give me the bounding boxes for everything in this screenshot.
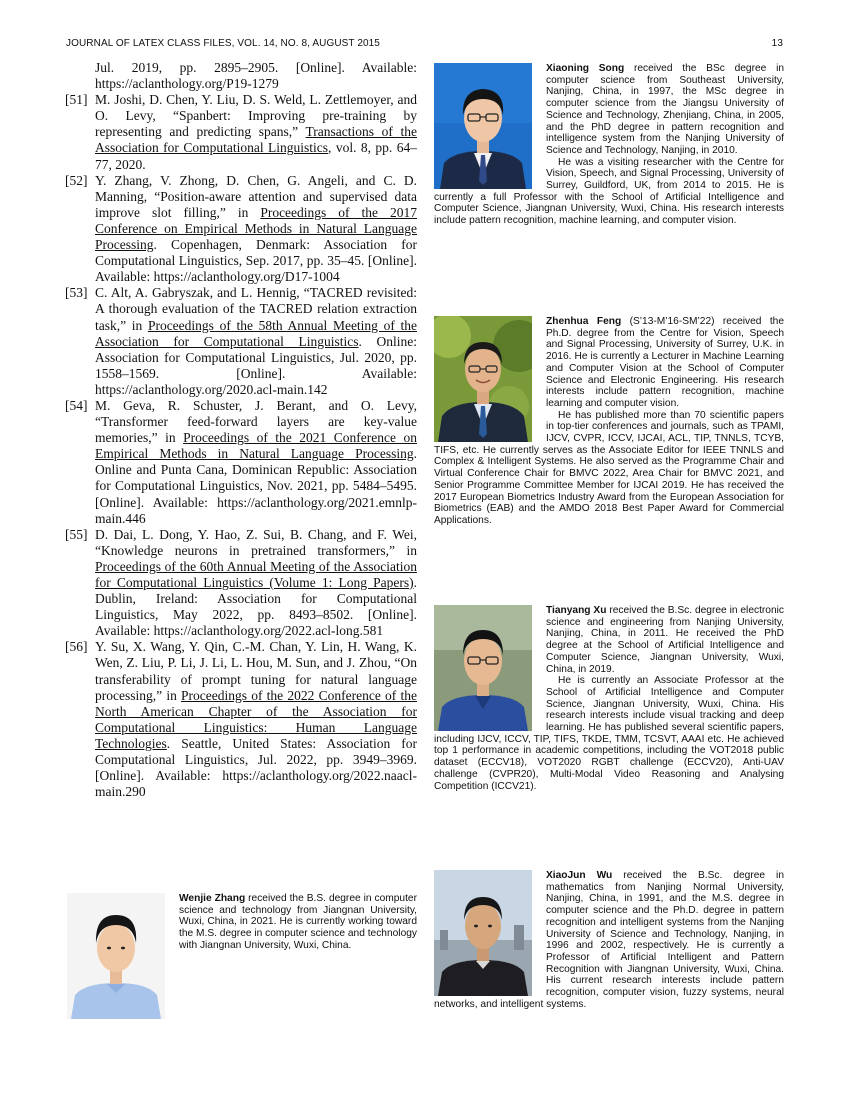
reference-text: . Seattle, United States: Association for Computational Linguistics, Jul. 2022, pp. 3949–3969. [Online]. Available: https://aclanthology.org/2022.naacl-main.290 bbox=[95, 735, 417, 800]
bio-wenjie-zhang bbox=[67, 893, 417, 1021]
reference-item bbox=[65, 639, 417, 800]
reference-number: [55] bbox=[65, 526, 88, 542]
reference-venue: Proceedings of the 60th Annual Meeting of the Association for Computational Linguistics (Volume 1: Long Papers) bbox=[95, 558, 417, 590]
reference-venue: Proceedings of the 58th Annual Meeting of the Association for Computational Linguistics bbox=[95, 317, 417, 349]
reference-text: . Copenhagen, Denmark: Association for Computational Linguistics, Sep. 2017, pp. 35–45. [Online]. Available: https://aclanthology.org/D17-1004 bbox=[95, 237, 417, 285]
author-photo bbox=[434, 316, 532, 442]
bio-text: He has published more than 70 scientific papers in top-tier conferences and journals, such as TPAMI, IJCV, CVPR, ICCV, IJCAI, ACL, TIP, TNNLS, TCYB, TIFS, etc. He currently serves as the Associate Editor for IEEE TNNLS and Complex & Intelligent Systems. He also served as the Programme Chair and Virtual Conference Chair for BMVC 2022, Area Chair for BMVC 2021, and Senior Programme Committee Member for IJCAI 2019. He has received the 2017 European Biometrics Industry Award from the European Association for Biometrics (EAB) and the AMDO 2018 Best Paper Award for Commercial Applications. bbox=[434, 409, 784, 526]
bio-text: received the B.Sc. degree in electronic science and engineering from Nanjing University, Nanjing, China, in 2011. He received the PhD degree at the School of Artificial Intelligence and Computer Science, Jiangnan University, Wuxi, China, in 2019. bbox=[546, 605, 784, 675]
reference-number: [51] bbox=[65, 92, 88, 108]
author-photo bbox=[434, 605, 532, 731]
bio-text: He is currently an Associate Professor at the School of Artificial Intelligence and Computer Science, Jiangnan University, Wuxi, China. His research interests include visual tracking and deep learning. He has published several scientific papers, including IJCV, ICCV, TIP, TIFS, TKDE, TMM, TCSVT, AAAI etc. He achieved top 1 performance in academic competitions, including the VOT2018 public dataset (ECCV18), VOT2020 RGBT challenge (ECCV20), Anti-UAV challenge (CVPR20), Multi-Modal Video Reasoning and Analysing Competition (ICCV21). bbox=[434, 675, 784, 792]
reference-continuation: Jul. 2019, pp. 2895–2905. [Online]. Available: https://aclanthology.org/P19-1279 bbox=[95, 60, 417, 92]
bio-text: received the B.Sc. degree in mathematics from Nanjing Normal University, Nanjing, China, in 1991, and the M.S. degree in computer science and the Ph.D. degree in pattern recognition and intelligent systems from the Nanjing University of Science and Technology, Nanjing, in 1996 and 2002, respectively. He is currently a Professor of Artificial Intelligent and Pattern Recognition with Jiangnan University, Wuxi, China. His current research interests include pattern recognition, computer vision, fuzzy systems, neural networks, and intelligent systems. bbox=[434, 870, 784, 1010]
author-photo bbox=[434, 870, 532, 996]
reference-text: M. Joshi, D. Chen, Y. Liu, D. S. Weld, L. Zettlemoyer, and O. Levy, “Spanbert: Improving pre-training by representing and predicting spans,” bbox=[95, 92, 417, 140]
author-photo bbox=[67, 893, 165, 1019]
reference-number: [53] bbox=[65, 285, 88, 301]
bio-xiaojun-wu bbox=[434, 870, 784, 1010]
bio-tianyang-xu bbox=[434, 605, 784, 792]
reference-text: Y. Su, X. Wang, Y. Qin, C.-M. Chan, Y. Lin, H. Wang, K. Wen, Z. Liu, P. Li, J. Li, L. Hou, M. Sun, and J. Zhou, “On transferability of prompt tuning for natural language processing,” in bbox=[95, 639, 417, 703]
reference-item bbox=[65, 527, 417, 640]
bio-name: Zhenhua Feng bbox=[546, 316, 622, 327]
reference-venue: Proceedings of the 2017 Conference on Empirical Methods in Natural Language Processing bbox=[95, 204, 417, 253]
bio-name: XiaoJun Wu bbox=[546, 870, 613, 881]
author-photo bbox=[434, 63, 532, 189]
reference-item bbox=[65, 398, 417, 527]
running-header: JOURNAL OF LATEX CLASS FILES, VOL. 14, NO. 8, AUGUST 2015 bbox=[66, 38, 380, 49]
bio-name: Tianyang Xu bbox=[546, 605, 607, 616]
bio-text: received the BSc degree in computer science from Southeast University, Nanjing, China, in 1997, the MSc degree in computer science from the Jiangsu University of Science and Technology, Zhenjiang, China, in 2005, and the PhD degree in pattern recognition and intelligence system from the Nanjing University of Science and Technology, Nanjing, in 2010. bbox=[546, 63, 784, 156]
reference-text: D. Dai, L. Dong, Y. Hao, Z. Sui, B. Chang, and F. Wei, “Knowledge neurons in pretrained transformers,” in bbox=[95, 526, 417, 558]
bio-text: (S’13-M’16-SM’22) received the Ph.D. degree from the Centre for Vision, Speech and Signal Processing, University of Surrey, U.K. in 2016. He is currently a Lecturer in Machine Learning and Computer Vision at the School of Computer Science and Electronic Engineering. His research interests include pattern recognition, machine learning and computer vision. bbox=[546, 316, 784, 409]
bio-xiaoning-song bbox=[434, 63, 784, 227]
bio-text: He was a visiting researcher with the Centre for Vision, Speech, and Signal Processing, University of Surrey, Guildford, UK, from 2014 to 2015. He is currently a full Professor with the School of Artificial Intelligence and Computer Science, Jiangnan University, Wuxi, China. His research interests include pattern recognition, machine learning, and computer vision. bbox=[434, 156, 784, 227]
reference-item bbox=[65, 92, 417, 172]
reference-text: M. Geva, R. Schuster, J. Berant, and O. Levy, “Transformer feed-forward layers are key-value memories,” in bbox=[95, 397, 417, 446]
reference-text: Y. Zhang, V. Zhong, D. Chen, G. Angeli, and C. D. Manning, “Position-aware attention and supervised data improve slot filling,” in bbox=[95, 172, 417, 220]
reference-number: [52] bbox=[65, 172, 88, 188]
bio-text: received the B.S. degree in computer science and technology from Jiangnan University, Wuxi, China, in 2021. He is currently working toward the M.S. degree in computer science and technology with Jiangnan University, Wuxi, China. bbox=[179, 893, 417, 951]
bio-name: Wenjie Zhang bbox=[179, 893, 246, 904]
reference-venue: Proceedings of the 2022 Conference of the North American Chapter of the Association for Computational Linguistics: Human Language Technologies bbox=[95, 687, 417, 751]
references-list bbox=[65, 60, 417, 800]
reference-text: . Online: Association for Computational Linguistics, Jul. 2020, pp. 1558–1569. [Online]. Available: https://aclanthology.org/2020.acl-main.142 bbox=[95, 333, 417, 397]
bio-name: Xiaoning Song bbox=[546, 63, 625, 74]
reference-text: . Dublin, Ireland: Association for Computational Linguistics, May 2022, pp. 8493–8502. [Online]. Available: https://aclanthology.org/2022.acl-long.581 bbox=[95, 575, 417, 639]
page-number: 13 bbox=[771, 38, 783, 49]
bio-zhenhua-feng bbox=[434, 316, 784, 527]
reference-number: [56] bbox=[65, 639, 88, 655]
reference-text: C. Alt, A. Gabryszak, and L. Hennig, “TACRED revisited: A thorough evaluation of the TACRED relation extraction task,” in bbox=[95, 285, 417, 333]
reference-text: . Online and Punta Cana, Dominican Republic: Association for Computational Linguistics, Nov. 2021, pp. 5484–5495. [Online]. Available: https://aclanthology.org/2021.emnlp-main.446 bbox=[95, 446, 417, 526]
reference-item bbox=[65, 285, 417, 398]
reference-text: , vol. 8, pp. 64–77, 2020. bbox=[95, 140, 417, 172]
reference-venue: Proceedings of the 2021 Conference on Empirical Methods in Natural Language Processing bbox=[95, 430, 417, 462]
reference-number: [54] bbox=[65, 397, 88, 413]
reference-item bbox=[65, 173, 417, 286]
reference-venue: Transactions of the Association for Computational Linguistics bbox=[95, 124, 417, 156]
